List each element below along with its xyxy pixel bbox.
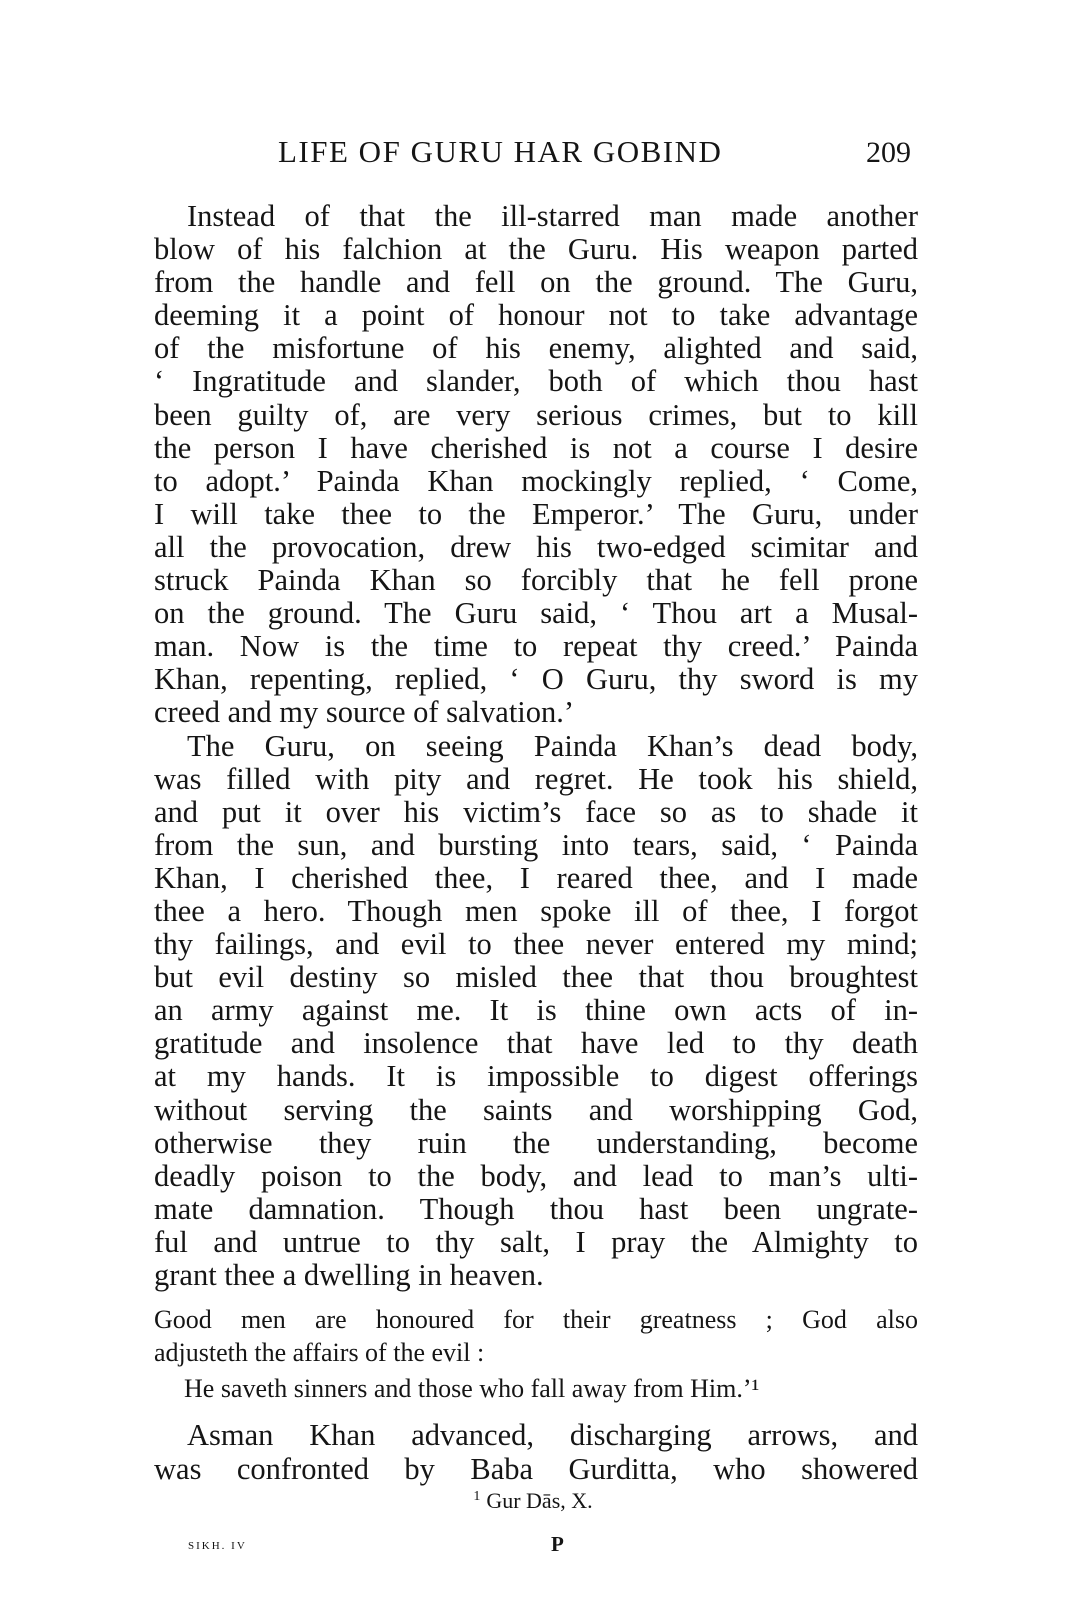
running-title: LIFE OF GURU HAR GOBIND	[278, 134, 723, 169]
signature-letter: P	[551, 1532, 564, 1556]
text-line: Instead of that the ill-starred man made another	[187, 199, 918, 233]
footnote-marker: 1	[473, 1489, 481, 1504]
text-line: without serving the saints and worshipping God,	[154, 1092, 918, 1127]
text-line: at my hands. It is impossible to digest offerings	[154, 1059, 918, 1094]
text-line: been guilty of, are very serious crimes, but to kill	[154, 397, 918, 432]
text-line: mate damnation. Though thou hast been ungrate-	[154, 1191, 918, 1226]
text-line: thy failings, and evil to thee never entered my mind;	[154, 927, 918, 962]
text-line: Asman Khan advanced, discharging arrows, and	[187, 1418, 918, 1452]
footnote-text: Gur Dās, X.	[486, 1488, 593, 1513]
verse-line: He saveth sinners and those who fall away from Him.’¹	[184, 1374, 760, 1403]
footnote	[0, 1488, 1066, 1514]
text-line: creed and my source of salvation.’	[154, 695, 575, 730]
paragraph-1	[154, 200, 918, 730]
text-line: of the misfortune of his enemy, alighted and said,	[154, 331, 918, 366]
text-line: to adopt.’ Painda Khan mockingly replied, ‘ Come,	[154, 463, 918, 498]
text-line: from the sun, and bursting into tears, said, ‘ Painda	[154, 827, 918, 862]
text-line: I will take thee to the Emperor.’ The Guru, under	[154, 496, 918, 531]
verse-line: Good men are honoured for their greatness ; God also	[154, 1305, 918, 1334]
text-line: otherwise they ruin the understanding, become	[154, 1125, 918, 1160]
text-line: The Guru, on seeing Painda Khan’s dead body,	[187, 728, 918, 763]
text-line: Khan, repenting, replied, ‘ O Guru, thy sword is my	[154, 662, 918, 697]
text-line: grant thee a dwelling in heaven.	[154, 1258, 544, 1292]
paragraph-2	[154, 730, 918, 1293]
text-line: an army against me. It is thine own acts of in-	[154, 993, 918, 1028]
text-line: was filled with pity and regret. He took his shield,	[154, 761, 918, 796]
text-line: was confronted by Baba Gurditta, who showered	[154, 1452, 918, 1486]
text-line: the person I have cherished is not a course I desire	[154, 430, 918, 465]
running-head	[0, 134, 1066, 174]
verse-quotation	[154, 1303, 918, 1405]
text-line: thee a hero. Though men spoke ill of thee, I forgot	[154, 893, 918, 928]
verse-line: adjusteth the affairs of the evil :	[154, 1338, 485, 1367]
text-line: and put it over his victim’s face so as to shade it	[154, 794, 918, 829]
text-line: ‘ Ingratitude and slander, both of which thou hast	[154, 364, 918, 399]
text-line: struck Painda Khan so forcibly that he fell prone	[154, 563, 918, 598]
text-line: on the ground. The Guru said, ‘ Thou art a Musal-	[154, 596, 918, 631]
text-line: gratitude and insolence that have led to thy death	[154, 1026, 918, 1061]
signature-mark: SIKH. IV	[188, 1540, 247, 1552]
text-line: all the provocation, drew his two-edged scimitar and	[154, 529, 918, 564]
page-number: 209	[866, 136, 911, 169]
text-line: deeming it a point of honour not to take advantage	[154, 298, 918, 333]
text-line: but evil destiny so misled thee that thou broughtest	[154, 960, 918, 995]
body-text	[154, 200, 918, 1292]
text-line: man. Now is the time to repeat thy creed.’ Painda	[154, 629, 918, 664]
text-line: from the handle and fell on the ground. The Guru,	[154, 265, 918, 300]
text-line: Khan, I cherished thee, I reared thee, and I made	[154, 860, 918, 895]
text-line: ful and untrue to thy salt, I pray the Almighty to	[154, 1224, 918, 1259]
text-line: deadly poison to the body, and lead to man’s ulti-	[154, 1158, 918, 1193]
paragraph-3	[154, 1418, 918, 1486]
text-line: blow of his falchion at the Guru. His weapon parted	[154, 232, 918, 267]
